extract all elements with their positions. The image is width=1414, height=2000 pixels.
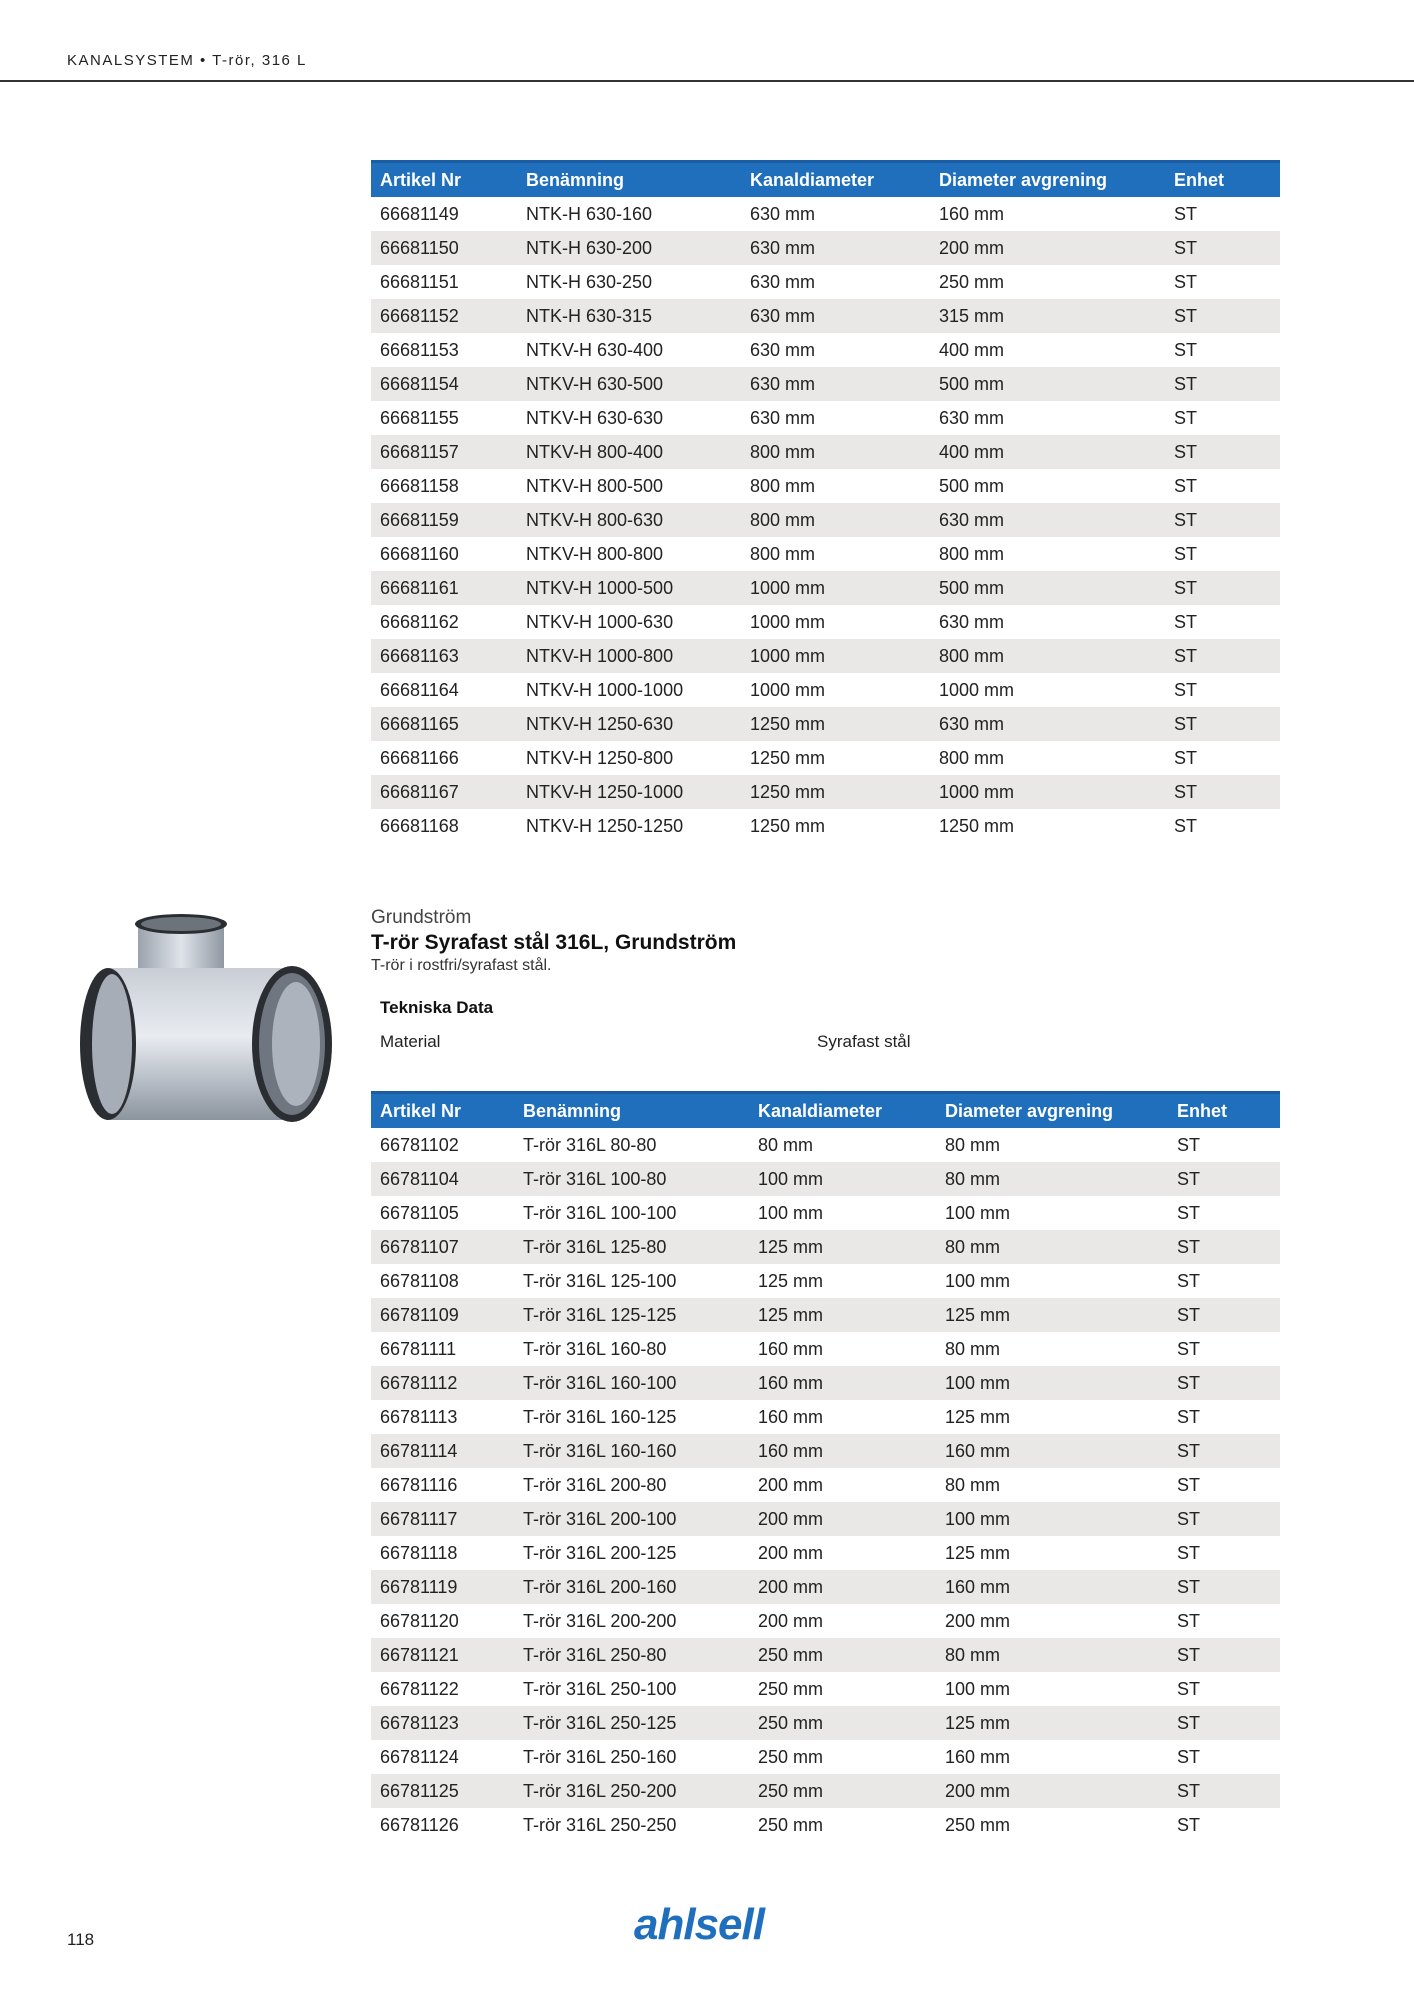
cell-enhet: ST xyxy=(1168,1298,1280,1332)
table-row xyxy=(371,1298,1280,1332)
table-row xyxy=(371,333,1280,367)
table-row xyxy=(371,1570,1280,1604)
cell-artikel-nr: 66781114 xyxy=(371,1434,514,1468)
cell-kanaldiameter: 630 mm xyxy=(750,407,816,428)
cell-benamning: T-rör 316L 125-100 xyxy=(523,1270,677,1291)
cell-enhet: ST xyxy=(1165,775,1280,809)
cell-diameter-avgrening: 100 mm xyxy=(945,1678,1011,1699)
cell-artikel-nr: 66781120 xyxy=(380,1610,459,1631)
cell-benamning: NTKV-H 1250-1250 xyxy=(526,815,684,836)
cell-artikel-nr: 66781107 xyxy=(371,1230,514,1264)
cell-artikel-nr: 66781117 xyxy=(371,1502,514,1536)
cell-diameter-avgrening: 800 mm xyxy=(930,639,1165,673)
table-row xyxy=(371,1400,1280,1434)
cell-enhet: ST xyxy=(1177,1474,1201,1495)
cell-diameter-avgrening: 160 mm xyxy=(936,1570,1168,1604)
cell-benamning: NTKV-H 800-500 xyxy=(526,475,664,496)
cell-artikel-nr: 66681168 xyxy=(380,815,459,836)
product-section xyxy=(371,906,1280,976)
t-pipe-product-icon xyxy=(78,910,334,1136)
cell-enhet: ST xyxy=(1174,679,1198,700)
cell-diameter-avgrening: 800 mm xyxy=(939,747,1005,768)
cell-artikel-nr: 66781125 xyxy=(371,1774,514,1808)
cell-benamning: NTKV-H 1000-500 xyxy=(517,571,741,605)
cell-enhet: ST xyxy=(1165,639,1280,673)
cell-enhet: ST xyxy=(1177,1202,1201,1223)
technical-data-title: Tekniska Data xyxy=(380,998,494,1017)
cell-diameter-avgrening: 125 mm xyxy=(945,1542,1011,1563)
cell-kanaldiameter: 250 mm xyxy=(758,1814,824,1835)
cell-kanaldiameter: 125 mm xyxy=(758,1270,824,1291)
cell-diameter-avgrening: 500 mm xyxy=(930,367,1165,401)
material-label: Material xyxy=(380,1032,441,1051)
cell-diameter-avgrening: 80 mm xyxy=(936,1638,1168,1672)
cell-benamning: T-rör 316L 125-125 xyxy=(514,1298,749,1332)
cell-artikel-nr: 66781113 xyxy=(380,1406,458,1427)
cell-artikel-nr: 66681167 xyxy=(371,775,517,809)
table-row xyxy=(371,1434,1280,1468)
table-row xyxy=(371,1774,1280,1808)
col-kanaldiameter: Kanaldiameter xyxy=(749,1093,936,1129)
table-row xyxy=(371,197,1280,231)
cell-artikel-nr: 66681154 xyxy=(371,367,517,401)
cell-kanaldiameter: 200 mm xyxy=(749,1570,936,1604)
cell-kanaldiameter: 1000 mm xyxy=(741,571,930,605)
cell-enhet: ST xyxy=(1174,203,1198,224)
cell-kanaldiameter: 250 mm xyxy=(758,1678,824,1699)
cell-benamning: T-rör 316L 200-100 xyxy=(514,1502,749,1536)
cell-enhet: ST xyxy=(1168,1570,1280,1604)
cell-artikel-nr: 66681149 xyxy=(380,203,459,224)
cell-enhet: ST xyxy=(1168,1502,1280,1536)
col-diameter-avgrening: Diameter avgrening xyxy=(936,1093,1168,1129)
cell-diameter-avgrening: 500 mm xyxy=(939,475,1005,496)
table-row xyxy=(371,775,1280,809)
cell-artikel-nr: 66781108 xyxy=(380,1270,459,1291)
cell-diameter-avgrening: 630 mm xyxy=(930,503,1165,537)
cell-benamning: T-rör 316L 100-100 xyxy=(523,1202,677,1223)
cell-artikel-nr: 66781122 xyxy=(380,1678,459,1699)
cell-benamning: T-rör 316L 160-125 xyxy=(523,1406,677,1427)
cell-kanaldiameter: 200 mm xyxy=(749,1502,936,1536)
cell-benamning: NTKV-H 1000-630 xyxy=(526,611,674,632)
table-row xyxy=(371,605,1280,639)
cell-diameter-avgrening: 80 mm xyxy=(945,1474,1001,1495)
table-row xyxy=(371,1740,1280,1774)
cell-diameter-avgrening: 630 mm xyxy=(939,611,1005,632)
table-row xyxy=(371,1366,1280,1400)
col-artikel-nr: Artikel Nr xyxy=(371,162,517,198)
cell-diameter-avgrening: 250 mm xyxy=(939,271,1005,292)
cell-artikel-nr: 66681163 xyxy=(371,639,517,673)
table-row xyxy=(371,1638,1280,1672)
table-header-row xyxy=(371,1093,1280,1129)
cell-benamning: T-rör 316L 200-125 xyxy=(523,1542,677,1563)
cell-kanaldiameter: 630 mm xyxy=(750,339,816,360)
col-enhet: Enhet xyxy=(1165,162,1280,198)
cell-diameter-avgrening: 100 mm xyxy=(945,1270,1011,1291)
cell-enhet: ST xyxy=(1177,1746,1201,1767)
cell-enhet: ST xyxy=(1174,271,1198,292)
cell-diameter-avgrening: 630 mm xyxy=(930,707,1165,741)
cell-artikel-nr: 66781121 xyxy=(371,1638,514,1672)
cell-kanaldiameter: 630 mm xyxy=(741,299,930,333)
table-row xyxy=(371,537,1280,571)
cell-diameter-avgrening: 125 mm xyxy=(936,1298,1168,1332)
cell-kanaldiameter: 160 mm xyxy=(758,1338,824,1359)
cell-diameter-avgrening: 80 mm xyxy=(945,1134,1001,1155)
cell-enhet: ST xyxy=(1168,1706,1280,1740)
cell-benamning: NTKV-H 1000-800 xyxy=(517,639,741,673)
cell-kanaldiameter: 1000 mm xyxy=(750,611,826,632)
table-row xyxy=(371,741,1280,775)
cell-benamning: T-rör 316L 100-80 xyxy=(514,1162,749,1196)
cell-kanaldiameter: 1000 mm xyxy=(750,679,826,700)
cell-diameter-avgrening: 200 mm xyxy=(936,1774,1168,1808)
table-row xyxy=(371,571,1280,605)
cell-artikel-nr: 66781118 xyxy=(380,1542,458,1563)
table-row xyxy=(371,1502,1280,1536)
cell-artikel-nr: 66681152 xyxy=(371,299,517,333)
cell-benamning: T-rör 316L 160-80 xyxy=(523,1338,667,1359)
cell-diameter-avgrening: 1250 mm xyxy=(939,815,1015,836)
cell-artikel-nr: 66681166 xyxy=(380,747,459,768)
cell-enhet: ST xyxy=(1174,339,1198,360)
technical-data xyxy=(380,998,1280,1054)
cell-artikel-nr: 66781105 xyxy=(380,1202,459,1223)
cell-diameter-avgrening: 100 mm xyxy=(936,1366,1168,1400)
col-diameter-avgrening: Diameter avgrening xyxy=(930,162,1165,198)
cell-enhet: ST xyxy=(1165,707,1280,741)
cell-enhet: ST xyxy=(1177,1270,1201,1291)
cell-enhet: ST xyxy=(1177,1814,1201,1835)
cell-diameter-avgrening: 200 mm xyxy=(930,231,1165,265)
cell-enhet: ST xyxy=(1165,231,1280,265)
cell-artikel-nr: 66681158 xyxy=(380,475,459,496)
cell-enhet: ST xyxy=(1165,299,1280,333)
cell-benamning: NTKV-H 1250-800 xyxy=(526,747,674,768)
table-row xyxy=(371,367,1280,401)
cell-benamning: T-rör 316L 250-125 xyxy=(514,1706,749,1740)
cell-artikel-nr: 66681157 xyxy=(371,435,517,469)
table-row xyxy=(371,231,1280,265)
cell-kanaldiameter: 800 mm xyxy=(741,435,930,469)
cell-artikel-nr: 66781116 xyxy=(380,1474,458,1495)
cell-benamning: T-rör 316L 250-250 xyxy=(523,1814,677,1835)
col-enhet: Enhet xyxy=(1168,1093,1280,1129)
cell-kanaldiameter: 630 mm xyxy=(741,231,930,265)
cell-benamning: T-rör 316L 250-80 xyxy=(514,1638,749,1672)
cell-diameter-avgrening: 400 mm xyxy=(939,339,1005,360)
cell-kanaldiameter: 800 mm xyxy=(750,475,816,496)
cell-artikel-nr: 66781119 xyxy=(371,1570,514,1604)
cell-kanaldiameter: 100 mm xyxy=(749,1162,936,1196)
cell-artikel-nr: 66681151 xyxy=(380,271,459,292)
cell-benamning: NTKV-H 630-630 xyxy=(526,407,664,428)
table-row xyxy=(371,469,1280,503)
cell-benamning: NTKV-H 800-800 xyxy=(526,543,664,564)
table-row xyxy=(371,1264,1280,1298)
cell-benamning: NTKV-H 1250-630 xyxy=(517,707,741,741)
cell-artikel-nr: 66681161 xyxy=(371,571,517,605)
cell-diameter-avgrening: 80 mm xyxy=(936,1230,1168,1264)
table-row xyxy=(371,707,1280,741)
cell-kanaldiameter: 1250 mm xyxy=(750,815,826,836)
cell-artikel-nr: 66681153 xyxy=(380,339,459,360)
cell-benamning: T-rör 316L 200-160 xyxy=(514,1570,749,1604)
cell-artikel-nr: 66681160 xyxy=(380,543,459,564)
cell-enhet: ST xyxy=(1174,747,1198,768)
cell-benamning: T-rör 316L 80-80 xyxy=(523,1134,657,1155)
cell-benamning: T-rör 316L 200-200 xyxy=(523,1610,677,1631)
cell-kanaldiameter: 100 mm xyxy=(758,1202,824,1223)
cell-enhet: ST xyxy=(1177,1542,1201,1563)
cell-enhet: ST xyxy=(1168,1366,1280,1400)
cell-benamning: T-rör 316L 160-160 xyxy=(514,1434,749,1468)
cell-enhet: ST xyxy=(1174,407,1198,428)
table-row xyxy=(371,1162,1280,1196)
cell-enhet: ST xyxy=(1168,1774,1280,1808)
cell-benamning: T-rör 316L 250-200 xyxy=(514,1774,749,1808)
cell-kanaldiameter: 250 mm xyxy=(749,1774,936,1808)
page-number: 118 xyxy=(67,1930,95,1949)
table-row xyxy=(371,1468,1280,1502)
cell-benamning: NTK-H 630-315 xyxy=(517,299,741,333)
table-row xyxy=(371,809,1280,843)
cell-diameter-avgrening: 250 mm xyxy=(945,1814,1011,1835)
cell-diameter-avgrening: 800 mm xyxy=(939,543,1005,564)
cell-diameter-avgrening: 125 mm xyxy=(936,1706,1168,1740)
technical-data-row xyxy=(380,1032,1280,1054)
table-row xyxy=(371,503,1280,537)
cell-artikel-nr: 66681162 xyxy=(380,611,459,632)
cell-enhet: ST xyxy=(1168,1434,1280,1468)
cell-diameter-avgrening: 1000 mm xyxy=(930,775,1165,809)
cell-enhet: ST xyxy=(1174,475,1198,496)
cell-kanaldiameter: 630 mm xyxy=(750,271,816,292)
cell-enhet: ST xyxy=(1168,1638,1280,1672)
table-header-row xyxy=(371,162,1280,198)
cell-kanaldiameter: 200 mm xyxy=(758,1610,824,1631)
cell-benamning: NTKV-H 800-400 xyxy=(517,435,741,469)
cell-artikel-nr: 66781124 xyxy=(380,1746,459,1767)
cell-kanaldiameter: 125 mm xyxy=(749,1230,936,1264)
cell-benamning: T-rör 316L 250-160 xyxy=(523,1746,677,1767)
cell-kanaldiameter: 160 mm xyxy=(758,1406,824,1427)
col-benamning: Benämning xyxy=(514,1093,749,1129)
cell-enhet: ST xyxy=(1177,1338,1201,1359)
cell-diameter-avgrening: 1000 mm xyxy=(939,679,1015,700)
cell-diameter-avgrening: 200 mm xyxy=(945,1610,1011,1631)
table-row xyxy=(371,1196,1280,1230)
cell-enhet: ST xyxy=(1165,367,1280,401)
table-row xyxy=(371,1536,1280,1570)
cell-enhet: ST xyxy=(1168,1162,1280,1196)
cell-diameter-avgrening: 630 mm xyxy=(939,407,1005,428)
cell-kanaldiameter: 250 mm xyxy=(749,1706,936,1740)
cell-artikel-nr: 66781123 xyxy=(371,1706,514,1740)
product-table-ntk xyxy=(371,160,1280,843)
cell-benamning: NTK-H 630-200 xyxy=(517,231,741,265)
col-artikel-nr: Artikel Nr xyxy=(371,1093,514,1129)
cell-diameter-avgrening: 80 mm xyxy=(945,1338,1001,1359)
cell-enhet: ST xyxy=(1174,543,1198,564)
cell-artikel-nr: 66781126 xyxy=(380,1814,459,1835)
ahlsell-logo: ahlsell xyxy=(634,1900,764,1949)
cell-enhet: ST xyxy=(1165,503,1280,537)
product-brand: Grundström xyxy=(371,907,472,928)
cell-diameter-avgrening: 315 mm xyxy=(930,299,1165,333)
cell-artikel-nr: 66681150 xyxy=(371,231,517,265)
cell-enhet: ST xyxy=(1177,1406,1201,1427)
cell-artikel-nr: 66681165 xyxy=(371,707,517,741)
cell-kanaldiameter: 1250 mm xyxy=(750,747,826,768)
cell-kanaldiameter: 160 mm xyxy=(749,1366,936,1400)
cell-artikel-nr: 66781102 xyxy=(380,1134,459,1155)
cell-benamning: NTKV-H 630-400 xyxy=(526,339,664,360)
cell-benamning: NTKV-H 1000-1000 xyxy=(526,679,684,700)
cell-diameter-avgrening: 160 mm xyxy=(945,1746,1011,1767)
cell-diameter-avgrening: 100 mm xyxy=(936,1502,1168,1536)
table-row xyxy=(371,401,1280,435)
cell-benamning: T-rör 316L 200-80 xyxy=(523,1474,667,1495)
cell-artikel-nr: 66781111 xyxy=(380,1338,457,1359)
cell-diameter-avgrening: 160 mm xyxy=(939,203,1005,224)
cell-kanaldiameter: 250 mm xyxy=(749,1638,936,1672)
table-row xyxy=(371,1672,1280,1706)
table-row xyxy=(371,1706,1280,1740)
cell-kanaldiameter: 200 mm xyxy=(758,1542,824,1563)
table-row xyxy=(371,1230,1280,1264)
cell-enhet: ST xyxy=(1177,1678,1201,1699)
cell-enhet: ST xyxy=(1174,611,1198,632)
cell-enhet: ST xyxy=(1168,1230,1280,1264)
cell-benamning: NTKV-H 800-630 xyxy=(517,503,741,537)
cell-kanaldiameter: 800 mm xyxy=(741,503,930,537)
cell-artikel-nr: 66781112 xyxy=(371,1366,514,1400)
cell-diameter-avgrening: 160 mm xyxy=(936,1434,1168,1468)
cell-kanaldiameter: 200 mm xyxy=(758,1474,824,1495)
cell-kanaldiameter: 80 mm xyxy=(758,1134,814,1155)
table-row xyxy=(371,1808,1280,1842)
cell-artikel-nr: 66681159 xyxy=(371,503,517,537)
cell-kanaldiameter: 1250 mm xyxy=(741,775,930,809)
col-kanaldiameter: Kanaldiameter xyxy=(741,162,930,198)
cell-diameter-avgrening: 500 mm xyxy=(930,571,1165,605)
page-header xyxy=(0,0,1414,82)
cell-artikel-nr: 66781104 xyxy=(371,1162,514,1196)
cell-kanaldiameter: 250 mm xyxy=(758,1746,824,1767)
cell-diameter-avgrening: 80 mm xyxy=(936,1162,1168,1196)
product-title: T-rör Syrafast stål 316L, Grundström xyxy=(371,931,737,954)
cell-artikel-nr: 66681164 xyxy=(380,679,459,700)
cell-enhet: ST xyxy=(1177,1610,1201,1631)
cell-diameter-avgrening: 100 mm xyxy=(945,1202,1011,1223)
col-benamning: Benämning xyxy=(517,162,741,198)
table-row xyxy=(371,435,1280,469)
cell-benamning: NTK-H 630-160 xyxy=(526,203,653,224)
cell-enhet: ST xyxy=(1165,435,1280,469)
cell-diameter-avgrening: 400 mm xyxy=(930,435,1165,469)
cell-benamning: T-rör 316L 125-80 xyxy=(514,1230,749,1264)
cell-benamning: T-rör 316L 250-100 xyxy=(523,1678,677,1699)
cell-kanaldiameter: 1250 mm xyxy=(741,707,930,741)
table-row xyxy=(371,1128,1280,1162)
product-description: T-rör i rostfri/syrafast stål. xyxy=(371,957,552,974)
table-row xyxy=(371,299,1280,333)
table-row xyxy=(371,1604,1280,1638)
table-row xyxy=(371,673,1280,707)
section-breadcrumb: KANALSYSTEM • T-rör, 316 L xyxy=(67,52,307,69)
cell-benamning: NTKV-H 1250-1000 xyxy=(517,775,741,809)
cell-enhet: ST xyxy=(1174,815,1198,836)
cell-kanaldiameter: 125 mm xyxy=(749,1298,936,1332)
product-table-316l xyxy=(371,1091,1280,1842)
cell-enhet: ST xyxy=(1177,1134,1201,1155)
cell-benamning: T-rör 316L 160-100 xyxy=(514,1366,749,1400)
cell-enhet: ST xyxy=(1165,571,1280,605)
table-row xyxy=(371,265,1280,299)
cell-kanaldiameter: 1000 mm xyxy=(741,639,930,673)
cell-diameter-avgrening: 125 mm xyxy=(945,1406,1011,1427)
cell-artikel-nr: 66781109 xyxy=(371,1298,514,1332)
cell-benamning: NTK-H 630-250 xyxy=(526,271,653,292)
cell-artikel-nr: 66681155 xyxy=(380,407,459,428)
table-row xyxy=(371,639,1280,673)
table-row xyxy=(371,1332,1280,1366)
cell-kanaldiameter: 800 mm xyxy=(750,543,816,564)
material-value: Syrafast stål xyxy=(817,1032,911,1051)
cell-kanaldiameter: 630 mm xyxy=(741,367,930,401)
cell-kanaldiameter: 630 mm xyxy=(750,203,816,224)
cell-benamning: NTKV-H 630-500 xyxy=(517,367,741,401)
cell-kanaldiameter: 160 mm xyxy=(749,1434,936,1468)
